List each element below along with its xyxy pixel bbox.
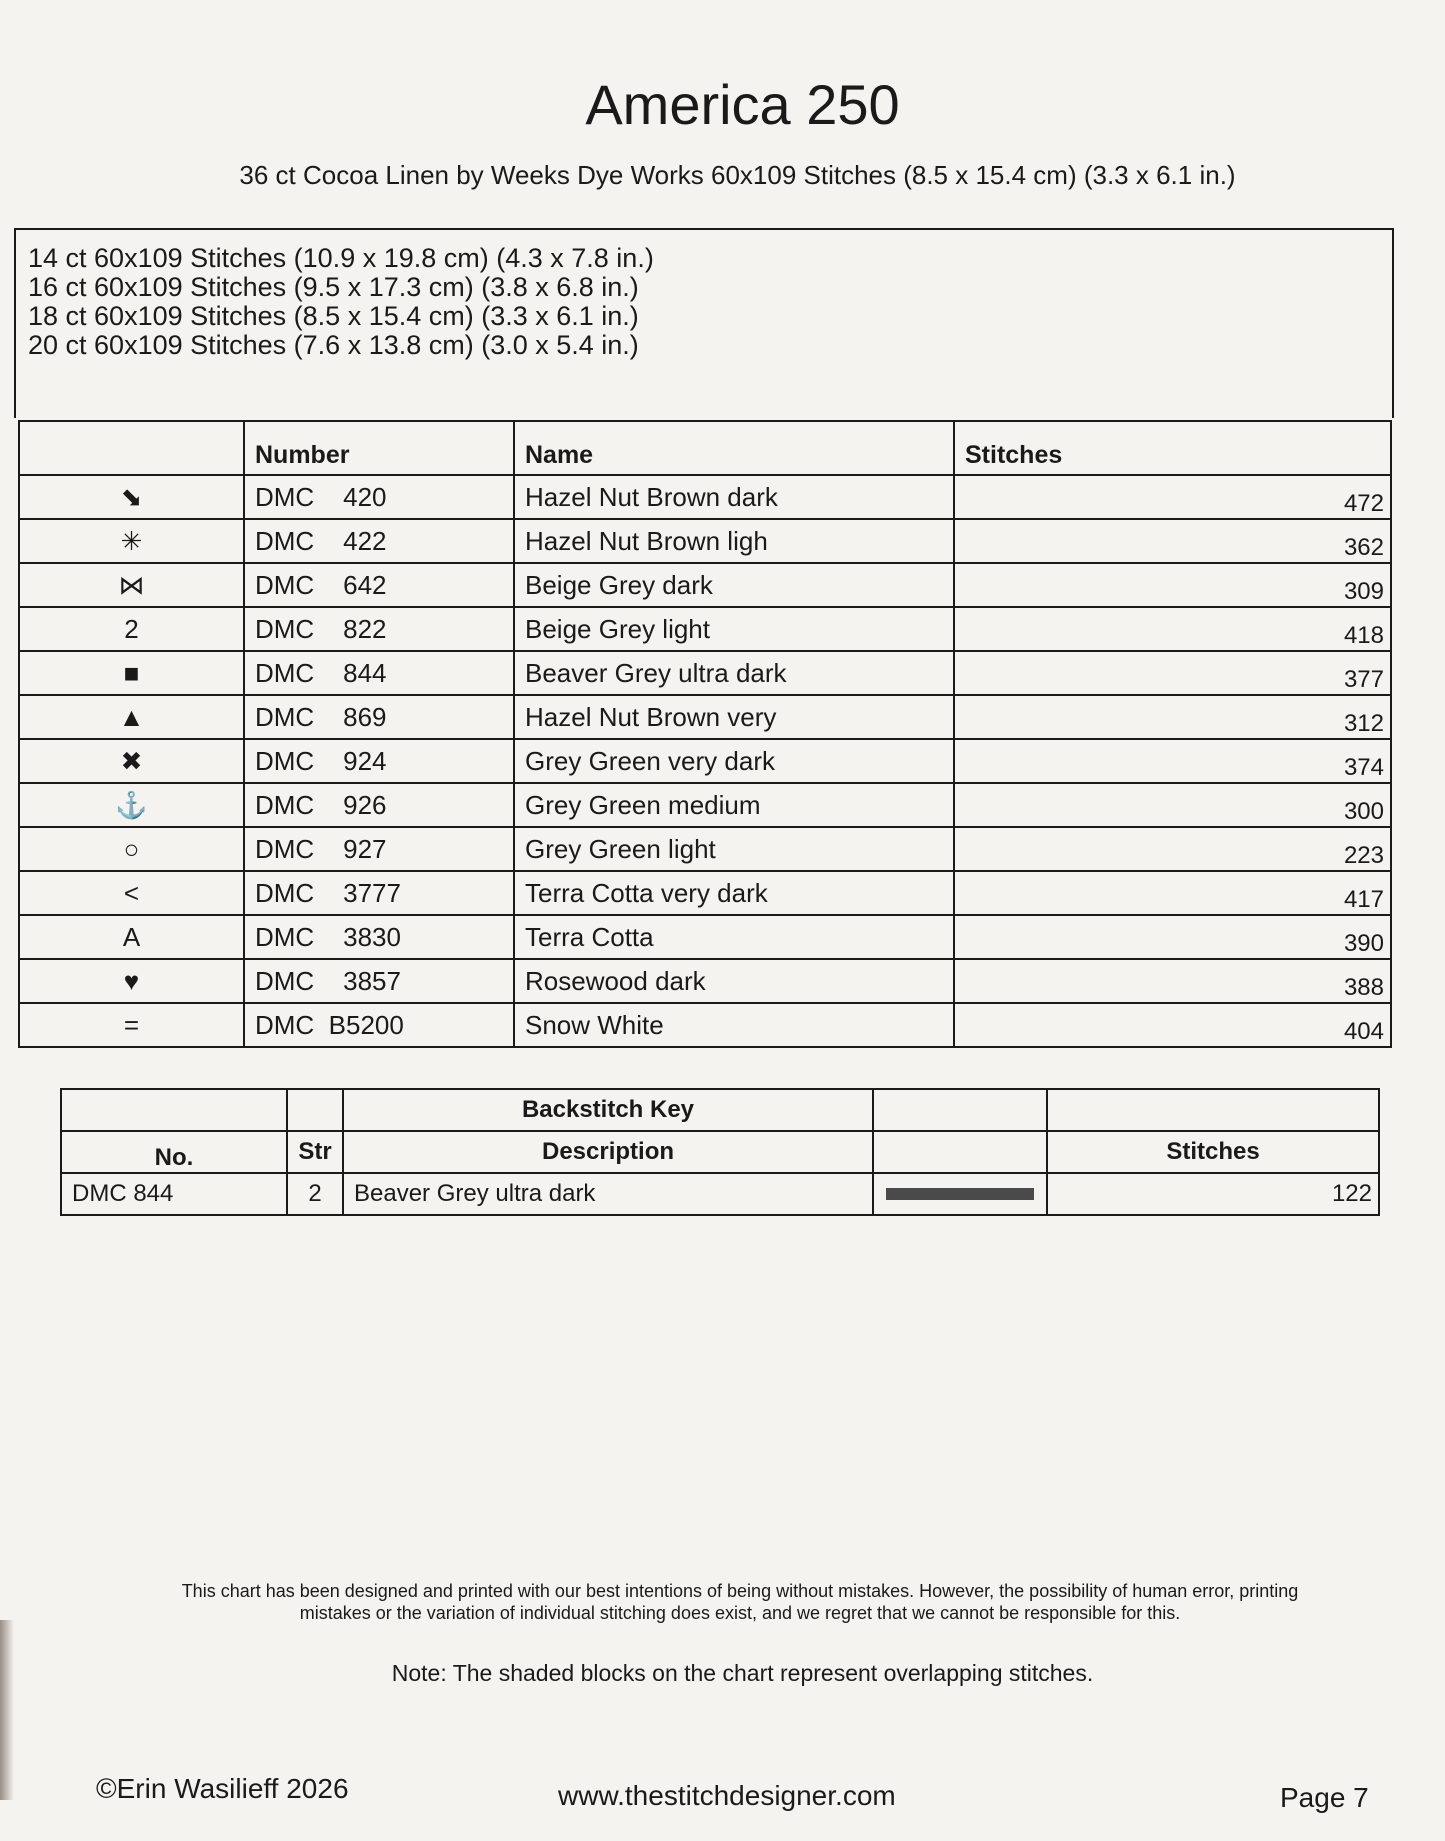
size-line: 18 ct 60x109 Stitches (8.5 x 15.4 cm) (3.3 x 6.1 in.) — [28, 301, 639, 331]
backstitch-title: Backstitch Key — [343, 1089, 873, 1131]
stitch-count: 309 — [954, 563, 1391, 607]
size-line: 16 ct 60x109 Stitches (9.5 x 17.3 cm) (3.8 x 6.8 in.) — [28, 272, 639, 302]
disclaimer-line: mistakes or the variation of individual stitching does exist, and we regret that we cannot be responsible for this. — [299, 1603, 1181, 1623]
empty-cell — [61, 1089, 287, 1131]
backstitch-title-row — [61, 1089, 1379, 1131]
stitch-count: 223 — [954, 827, 1391, 871]
backstitch-str: 2 — [287, 1173, 343, 1215]
stitches-header: Stitches — [1047, 1131, 1379, 1173]
footer-website: www.thestitchdesigner.com — [558, 1780, 896, 1811]
floss-name: Hazel Nut Brown ligh — [514, 519, 954, 563]
floss-number: DMC 642 — [244, 563, 514, 607]
square-icon: ■ — [19, 651, 244, 695]
note: Note: The shaded blocks on the chart represent overlapping stitches. — [391, 1660, 1094, 1686]
equals-symbol: = — [19, 1003, 244, 1047]
stitch-count: 418 — [954, 607, 1391, 651]
table-row — [19, 739, 1391, 783]
floss-name: Terra Cotta very dark — [514, 871, 954, 915]
table-row — [19, 475, 1391, 519]
floss-number: DMC 3857 — [244, 959, 514, 1003]
letter-a-symbol: A — [19, 915, 244, 959]
floss-number: DMC 420 — [244, 475, 514, 519]
footer-copyright: ©Erin Wasilieff 2026 — [96, 1773, 349, 1804]
floss-name: Grey Green medium — [514, 783, 954, 827]
table-row — [19, 783, 1391, 827]
triangle-icon: ▲ — [19, 695, 244, 739]
floss-number: DMC 926 — [244, 783, 514, 827]
backstitch-header-row — [61, 1131, 1379, 1173]
disclaimer-line: This chart has been designed and printed with our best intentions of being without mistakes. However, the possibility of human error, printing — [181, 1581, 1299, 1601]
size-line: 14 ct 60x109 Stitches (10.9 x 19.8 cm) (4.3 x 7.8 in.) — [28, 243, 654, 273]
stitch-count: 390 — [954, 915, 1391, 959]
floss-name: Grey Green very dark — [514, 739, 954, 783]
empty-cell — [873, 1089, 1047, 1131]
line-swatch — [886, 1188, 1034, 1200]
empty-cell — [873, 1131, 1047, 1173]
backstitch-description: Beaver Grey ultra dark — [343, 1173, 873, 1215]
floss-name: Beige Grey dark — [514, 563, 954, 607]
description-header: Description — [343, 1131, 873, 1173]
floss-name: Beaver Grey ultra dark — [514, 651, 954, 695]
page-title: America 250 — [585, 73, 900, 136]
bowtie-icon: ⋈ — [19, 563, 244, 607]
backstitch-no: DMC 844 — [61, 1173, 287, 1215]
empty-cell — [1047, 1089, 1379, 1131]
backstitch-key-table — [60, 1088, 1380, 1216]
floss-name: Beige Grey light — [514, 607, 954, 651]
floss-name: Rosewood dark — [514, 959, 954, 1003]
table-row — [19, 1003, 1391, 1047]
floss-key-table — [18, 420, 1392, 1048]
empty-cell — [287, 1089, 343, 1131]
table-row — [19, 871, 1391, 915]
floss-number: DMC 422 — [244, 519, 514, 563]
footer-page-number: Page 7 — [1280, 1782, 1369, 1813]
arrow-icon: ⬊ — [19, 475, 244, 519]
photo-shadow — [0, 1620, 14, 1800]
two-symbol: 2 — [19, 607, 244, 651]
floss-number: DMC 869 — [244, 695, 514, 739]
table-row — [61, 1173, 1379, 1215]
less-than-symbol: < — [19, 871, 244, 915]
asterisk-icon: ✳ — [19, 519, 244, 563]
floss-number: DMC 927 — [244, 827, 514, 871]
table-row — [19, 959, 1391, 1003]
stitch-count: 362 — [954, 519, 1391, 563]
str-header: Str — [287, 1131, 343, 1173]
stitch-count: 417 — [954, 871, 1391, 915]
stitch-count: 472 — [954, 475, 1391, 519]
stitch-count: 312 — [954, 695, 1391, 739]
stitch-count: 300 — [954, 783, 1391, 827]
anchor-icon: ⚓ — [19, 783, 244, 827]
key-header-row — [19, 421, 1391, 475]
floss-name: Hazel Nut Brown dark — [514, 475, 954, 519]
circle-icon: ○ — [19, 827, 244, 871]
table-row — [19, 607, 1391, 651]
table-row — [19, 827, 1391, 871]
table-row — [19, 915, 1391, 959]
heart-icon: ♥ — [19, 959, 244, 1003]
name-header: Name — [514, 421, 954, 475]
stitch-count: 374 — [954, 739, 1391, 783]
floss-number: DMC 924 — [244, 739, 514, 783]
table-row — [19, 563, 1391, 607]
number-header: Number — [244, 421, 514, 475]
stitch-count: 377 — [954, 651, 1391, 695]
symbol-header — [19, 421, 244, 475]
floss-number: DMC 822 — [244, 607, 514, 651]
floss-name: Snow White — [514, 1003, 954, 1047]
floss-number: DMC 3830 — [244, 915, 514, 959]
disclaimer — [120, 1580, 1360, 1624]
fabric-subtitle: 36 ct Cocoa Linen by Weeks Dye Works 60x109 Stitches (8.5 x 15.4 cm) (3.3 x 6.1 in.) — [239, 160, 1236, 190]
table-row — [19, 651, 1391, 695]
stitch-count: 404 — [954, 1003, 1391, 1047]
table-row — [19, 519, 1391, 563]
floss-number: DMC B5200 — [244, 1003, 514, 1047]
fabric-sizes-box — [14, 228, 1394, 418]
backstitch-stitches: 122 — [1047, 1173, 1379, 1215]
stitch-count: 388 — [954, 959, 1391, 1003]
stitches-header: Stitches — [954, 421, 1391, 475]
floss-number: DMC 844 — [244, 651, 514, 695]
floss-number: DMC 3777 — [244, 871, 514, 915]
floss-name: Grey Green light — [514, 827, 954, 871]
table-row — [19, 695, 1391, 739]
no-header: No. — [61, 1131, 287, 1173]
cross-icon: ✖ — [19, 739, 244, 783]
backstitch-line-sample — [873, 1173, 1047, 1215]
floss-name: Hazel Nut Brown very — [514, 695, 954, 739]
floss-name: Terra Cotta — [514, 915, 954, 959]
size-line: 20 ct 60x109 Stitches (7.6 x 13.8 cm) (3.0 x 5.4 in.) — [28, 330, 639, 360]
